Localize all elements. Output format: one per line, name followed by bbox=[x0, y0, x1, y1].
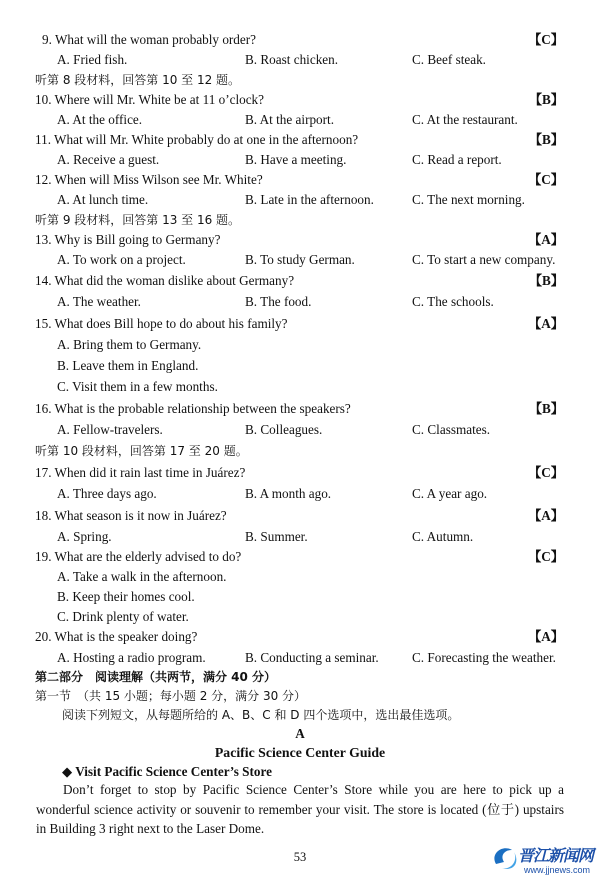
option-13-a: A. To work on a project. bbox=[57, 252, 186, 267]
option-16-b: B. Colleagues. bbox=[245, 422, 323, 437]
option-11-c: C. Read a report. bbox=[412, 152, 502, 167]
passage-letter: A bbox=[295, 726, 305, 741]
option-13-b: B. To study German. bbox=[245, 252, 355, 267]
option-15-c: C. Visit them in a few months. bbox=[57, 379, 218, 394]
option-19-b: B. Keep their homes cool. bbox=[57, 589, 195, 604]
instruction-listen-10: 听第 10 段材料，回答第 17 至 20 题。 bbox=[35, 444, 248, 458]
option-12-a: A. At lunch time. bbox=[57, 192, 149, 207]
question-stem-12: 12. When will Miss Wilson see Mr. White? bbox=[35, 172, 263, 187]
question-stem-17: 17. When did it rain last time in Juárez? bbox=[35, 465, 246, 480]
answer-18: 【A】 bbox=[528, 508, 564, 523]
option-12-c: C. The next morning. bbox=[412, 192, 525, 207]
option-18-a: A. Spring. bbox=[57, 529, 112, 544]
option-15-a: A. Bring them to Germany. bbox=[57, 337, 202, 352]
passage-title: Pacific Science Center Guide bbox=[214, 745, 386, 760]
question-stem-9: 9. What will the woman probably order? bbox=[42, 32, 256, 47]
option-10-a: A. At the office. bbox=[57, 112, 143, 127]
option-9-b: B. Roast chicken. bbox=[245, 52, 339, 67]
answer-10: 【B】 bbox=[528, 92, 564, 107]
option-19-a: A. Take a walk in the afternoon. bbox=[57, 569, 227, 584]
option-20-b: B. Conducting a seminar. bbox=[245, 650, 379, 665]
instruction-listen-9: 听第 9 段材料，回答第 13 至 16 题。 bbox=[35, 213, 241, 227]
passage-body: Don’t forget to stop by Pacific Science Center’s Store while you are here to pick up a wonderful science activity or souvenir to remember your visit. The store is located (位于) upstairs in Building 3 right next to the Laser Dome. bbox=[36, 782, 564, 837]
question-stem-14: 14. What did the woman dislike about Germany? bbox=[35, 273, 295, 288]
option-18-c: C. Autumn. bbox=[412, 529, 474, 544]
option-16-c: C. Classmates. bbox=[412, 422, 491, 437]
option-14-a: A. The weather. bbox=[57, 294, 141, 309]
question-stem-11: 11. What will Mr. White probably do at one in the afternoon? bbox=[35, 132, 359, 147]
option-15-b: B. Leave them in England. bbox=[57, 358, 199, 373]
answer-14: 【B】 bbox=[528, 273, 564, 288]
answer-11: 【B】 bbox=[528, 132, 564, 147]
question-stem-13: 13. Why is Bill going to Germany? bbox=[35, 232, 221, 247]
answer-15: 【A】 bbox=[528, 316, 564, 331]
page-number: 53 bbox=[293, 850, 307, 864]
news-logo-name: 晋江新闻网 bbox=[518, 846, 594, 865]
question-stem-18: 18. What season is it now in Juárez? bbox=[35, 508, 227, 523]
answer-13: 【A】 bbox=[528, 232, 564, 247]
question-stem-20: 20. What is the speaker doing? bbox=[35, 629, 198, 644]
option-20-a: A. Hosting a radio program. bbox=[57, 650, 206, 665]
option-19-c: C. Drink plenty of water. bbox=[57, 609, 189, 624]
option-17-a: A. Three days ago. bbox=[57, 486, 157, 501]
option-12-b: B. Late in the afternoon. bbox=[245, 192, 374, 207]
option-18-b: B. Summer. bbox=[245, 529, 308, 544]
answer-12: 【C】 bbox=[528, 172, 564, 187]
option-20-c: C. Forecasting the weather. bbox=[412, 650, 556, 665]
question-stem-15: 15. What does Bill hope to do about his family? bbox=[35, 316, 288, 331]
option-11-a: A. Receive a guest. bbox=[57, 152, 160, 167]
answer-19: 【C】 bbox=[528, 549, 564, 564]
option-10-c: C. At the restaurant. bbox=[412, 112, 518, 127]
option-14-c: C. The schools. bbox=[412, 294, 494, 309]
option-9-a: A. Fried fish. bbox=[57, 52, 128, 67]
answer-9: 【C】 bbox=[528, 32, 564, 47]
news-logo-url: www.jjnews.com bbox=[524, 865, 591, 875]
question-stem-16: 16. What is the probable relationship between the speakers? bbox=[35, 401, 351, 416]
question-stem-19: 19. What are the elderly advised to do? bbox=[35, 549, 242, 564]
option-17-b: B. A month ago. bbox=[245, 486, 332, 501]
passage-heading: ◆ Visit Pacific Science Center’s Store bbox=[62, 764, 272, 779]
instruction-listen-8: 听第 8 段材料，回答第 10 至 12 题。 bbox=[35, 73, 241, 87]
option-14-b: B. The food. bbox=[245, 294, 312, 309]
news-site-logo bbox=[488, 840, 594, 880]
answer-16: 【B】 bbox=[528, 401, 564, 416]
part2-section1: 第一节 （共 15 小题；每小题 2 分，满分 30 分） bbox=[35, 689, 307, 703]
option-11-b: B. Have a meeting. bbox=[245, 152, 347, 167]
option-16-a: A. Fellow-travelers. bbox=[57, 422, 163, 437]
question-stem-10: 10. Where will Mr. White be at 11 o’clock? bbox=[35, 92, 265, 107]
part2-directions: 阅读下列短文，从每题所给的 A、B、C 和 D 四个选项中，选出最佳选项。 bbox=[62, 708, 460, 722]
option-10-b: B. At the airport. bbox=[245, 112, 335, 127]
option-9-c: C. Beef steak. bbox=[412, 52, 486, 67]
option-17-c: C. A year ago. bbox=[412, 486, 488, 501]
option-13-c: C. To start a new company. bbox=[412, 252, 556, 267]
part2-title: 第二部分 阅读理解（共两节，满分 40 分） bbox=[35, 670, 277, 684]
answer-20: 【A】 bbox=[528, 629, 564, 644]
answer-17: 【C】 bbox=[528, 465, 564, 480]
